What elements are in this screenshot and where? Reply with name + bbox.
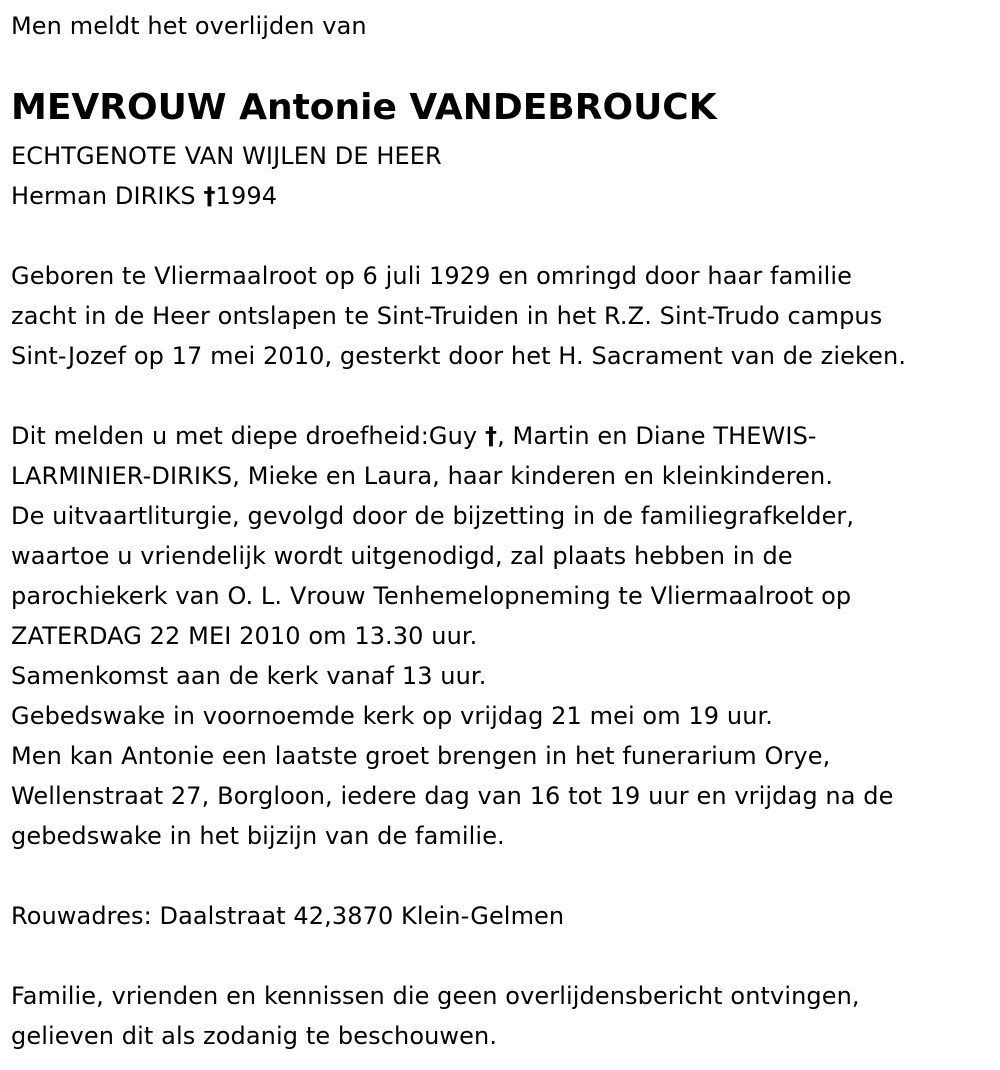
- paragraph-line: Geboren te Vliermaalroot op 6 juli 1929 en omringd door haar familie: [11, 262, 853, 290]
- paragraph-line: LARMINIER-DIRIKS, Mieke en Laura, haar kinderen en kleinkinderen.: [11, 462, 834, 490]
- paragraph-line: Sint-Jozef op 17 mei 2010, gesterkt door het H. Sacrament van de zieken.: [11, 342, 907, 370]
- paragraph-line: Gebedswake in voornoemde kerk op vrijdag 21 mei om 19 uur.: [11, 702, 774, 730]
- spacer: [11, 216, 996, 256]
- paragraph-line: ZATERDAG 22 MEI 2010 om 13.30 uur.: [11, 622, 478, 650]
- cross-icon: †: [484, 422, 498, 450]
- paragraph-line: waartoe u vriendelijk wordt uitgenodigd, zal plaats hebben in de: [11, 542, 793, 570]
- paragraph-line: parochiekerk van O. L. Vrouw Tenhemelopneming te Vliermaalroot op: [11, 582, 852, 610]
- paragraph-line: zacht in de Heer ontslapen te Sint-Truiden in het R.Z. Sint-Trudo campus: [11, 302, 883, 330]
- spouse-year: 1994: [215, 182, 278, 210]
- paragraph-line: De uitvaartliturgie, gevolgd door de bijzetting in de familiegrafkelder,: [11, 502, 855, 530]
- paragraph-line: Familie, vrienden en kennissen die geen overlijdensbericht ontvingen,: [11, 982, 860, 1010]
- obituary-notice: [11, 6, 996, 1056]
- mourning-address: Rouwadres: Daalstraat 42,3870 Klein-Gelmen: [11, 902, 565, 930]
- main-paragraph: [11, 416, 996, 856]
- paragraph-line: gebedswake in het bijzijn van de familie.: [11, 822, 505, 850]
- intro-text: Men meldt het overlijden van: [11, 12, 367, 40]
- spacer: [11, 376, 996, 416]
- spacer: [11, 936, 996, 976]
- spouse-label: ECHTGENOTE VAN WIJLEN DE HEER: [11, 142, 442, 170]
- closing-paragraph: [11, 976, 996, 1056]
- deceased-name: MEVROUW Antonie VANDEBROUCK: [11, 87, 717, 128]
- birth-paragraph: [11, 256, 996, 376]
- spouse-name: Herman DIRIKS: [11, 182, 196, 210]
- family-line: [11, 416, 996, 456]
- spouse-line: [11, 176, 996, 216]
- paragraph-line: Samenkomst aan de kerk vanaf 13 uur.: [11, 662, 487, 690]
- cross-icon: †: [203, 182, 216, 210]
- family-line-start: Dit melden u met diepe droefheid:Guy: [11, 422, 485, 450]
- paragraph-line: Men kan Antonie een laatste groet brengen in het funerarium Orye,: [11, 742, 831, 770]
- paragraph-line: gelieven dit als zodanig te beschouwen.: [11, 1022, 498, 1050]
- family-line-end: , Martin en Diane THEWIS-: [497, 422, 817, 450]
- spacer: [11, 856, 996, 896]
- paragraph-line: Wellenstraat 27, Borgloon, iedere dag van 16 tot 19 uur en vrijdag na de: [11, 782, 894, 810]
